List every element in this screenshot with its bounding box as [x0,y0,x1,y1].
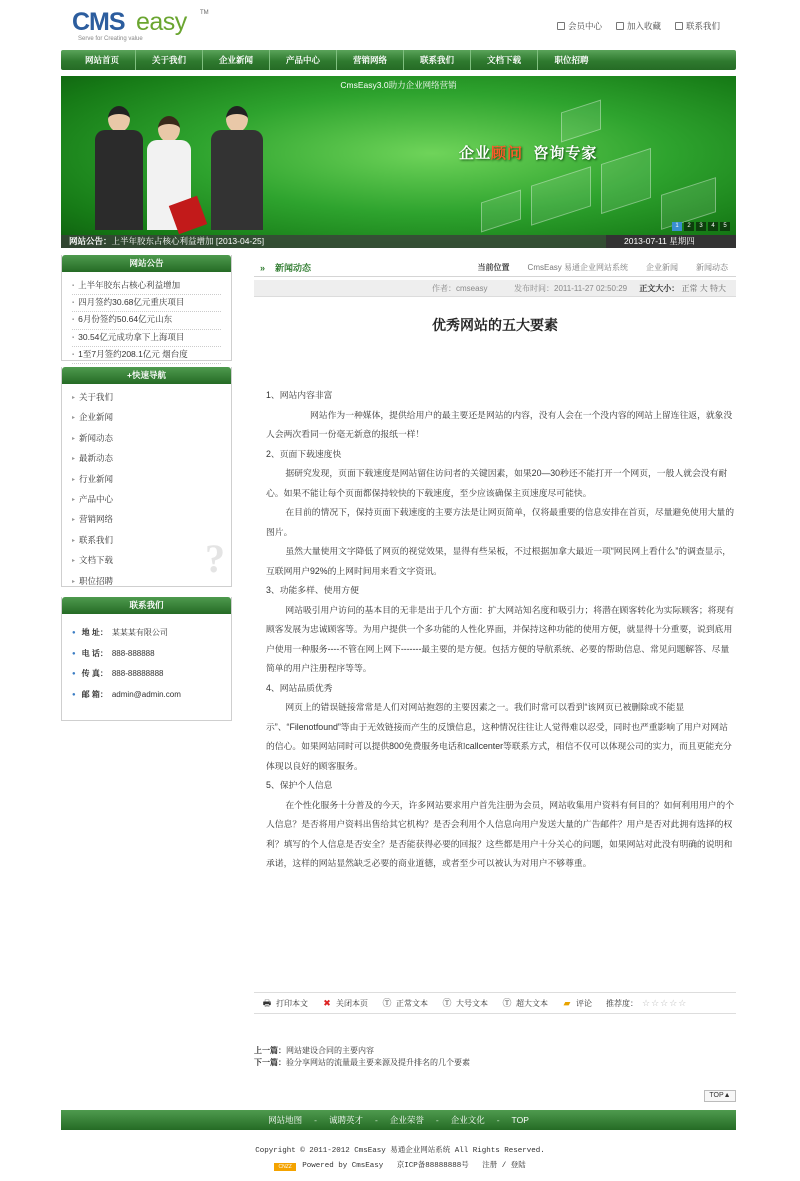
notice-box [61,255,232,361]
member-center-link[interactable]: 会员中心 [557,20,602,32]
banner-pager [672,222,730,231]
article-subheading: 5、保护个人信息 [266,780,333,790]
banner-page-5[interactable]: 5 [720,222,730,231]
article-toolbar [254,992,736,1014]
font-large-link[interactable]: 大 [699,284,708,293]
font-size-switcher: 正文大小： 正常 大 特大 [639,284,726,293]
article-time: 发布时间：2011-11-27 02:50:29 [514,284,628,293]
quick-nav-item[interactable]: ▸ 行业新闻 [72,470,221,490]
logo-cms-text: CMS [72,8,125,36]
login-link[interactable]: 登陆 [510,1162,526,1170]
contact-phone: ● 电 话： 888-888888 [72,644,221,665]
footer-culture-link[interactable]: 企业文化 [450,1115,485,1125]
article-paragraph: 在个性化服务十分普及的今天，许多网站要求用户首先注册为会员，网站收集用户资料有何目的？如何利用用户的个人信息？是否将用户资料出售给其它机构？是否会利用个人信息向用户发送大量的广告邮件？用户是否对此拥有选择的权利？填写的个人信息是否安全？是否能获得必要的回报？这些都是用户十分关心的问题，如果网站对此没有明确的说明和承诺，这样的网站显然缺乏必要的商业道德，或者至少可以被认为对用户不够尊重。 [266,799,735,868]
notice-item[interactable]: ▪ 上半年胶东占核心利益增加 [72,278,221,295]
nav-downloads[interactable]: 文档下载 [471,50,538,70]
footer-copyright: Copyright © 2011-2012 CmsEasy 易通企业网站系统 All Rights Reserved. CNZZ Powered by CmsEasy 京ICP备88888888号 注册 / 登陆 [0,1144,800,1174]
quick-nav-item[interactable]: ▸ 联系我们 [72,531,221,551]
section-title: 新闻动态 [275,263,312,273]
next-article-link[interactable]: 下一篇：验分享网站的流量最主要来源及提升排名的几个要素 [254,1058,470,1067]
large-text-button[interactable]: Ⓣ 大号文本 [442,997,488,1008]
article-subheading: 3、功能多样、使用方便 [266,585,359,595]
banner-page-4[interactable]: 4 [708,222,718,231]
contact-icon [675,22,683,30]
text-icon: Ⓣ [502,997,512,1008]
logo-slogan: Serve for Creating value [78,36,143,42]
register-link[interactable]: 注册 [482,1162,498,1170]
banner-slideshow[interactable] [61,76,736,248]
current-date: 2013-07-11 星期四 [606,235,736,248]
notice-box-title: 网站公告 [62,255,231,272]
question-mark-decoration: ? [205,536,225,581]
nav-news[interactable]: 企业新闻 [203,50,270,70]
site-logo[interactable] [72,8,212,42]
article-title: 优秀网站的五大要素 [432,317,558,333]
notice-item[interactable]: ▪ 四月签约30.68亿元重庆项目 [72,295,221,312]
article-paragraph: 在目前的情况下，保持页面下载速度的主要方法是让网页简单，仅将最重要的信息安排在首页，尽量避免使用大量的图片。 [266,507,735,537]
powered-by[interactable]: Powered by CmsEasy [302,1162,384,1170]
breadcrumb [478,262,728,273]
nav-network[interactable]: 营销网络 [337,50,404,70]
contact-box [61,597,232,721]
contact-box-title: 联系我们 [62,597,231,614]
banner-page-2[interactable]: 2 [684,222,694,231]
contact-email[interactable]: ● 邮 箱： admin@admin.com [72,685,221,706]
rating-stars-icon[interactable]: ☆☆☆☆☆ [642,997,688,1008]
icp-number[interactable]: 京ICP备88888888号 [396,1162,469,1170]
article-paragraph: 虽然大量使用文字降低了网页的视觉效果，显得有些呆板，不过根据加拿大最近一项“网民网上看什么”的调查显示，互联网用户92%的上网时间用来看文字资讯。 [266,546,732,576]
quick-nav-item[interactable]: ▸ 营销网络 [72,510,221,530]
nav-home[interactable]: 网站首页 [69,50,136,70]
quick-nav-item[interactable]: ▸ 企业新闻 [72,408,221,428]
breadcrumb-current[interactable]: 新闻动态 [696,263,728,272]
breadcrumb-news[interactable]: 企业新闻 [646,263,678,272]
prev-next-links [254,1045,736,1069]
top-links [557,20,720,32]
comment-button[interactable]: ▰ 评论 [563,997,592,1008]
footer-jobs-link[interactable]: 诚聘英才 [328,1115,363,1125]
quick-nav-title: +快速导航 [62,367,231,384]
quick-nav-item[interactable]: ▸ 职位招聘 [72,572,221,592]
article-subheading: 1、网站内容非富 [266,390,333,400]
article-meta [254,280,736,297]
banner-page-1[interactable]: 1 [672,222,682,231]
business-people-image [81,98,281,230]
font-xlarge-link[interactable]: 特大 [710,284,726,293]
member-icon [557,22,565,30]
rating: 推荐度： ☆☆☆☆☆ [606,997,688,1008]
article-paragraph: 网页上的错误链接常常是人们对网站抱怨的主要因素之一。我们时常可以看到“该网页已被删除或不能显示”、“Filenotfound”等由于无效链接而产生的反馈信息，这种情况往往让人觉得难以忍受，同时也严重影响了用户对网站的信心。如果网站同时可以提供800免费服务电话和callcenter等联系方式，相信不仅可以体现公司的实力，而且更能充分体现以良好的顾客服务。 [266,702,732,771]
article-subheading: 2、页面下载速度快 [266,448,342,459]
text-icon: Ⓣ [442,997,452,1008]
banner-title: CmsEasy3.0助力企业网络营销 [340,80,457,90]
notice-item[interactable]: ▪ 30.54亿元成功拿下上海项目 [72,330,221,347]
breadcrumb-label: 当前位置 [477,263,510,272]
banner-slogan: 企业顾问 咨询专家 [459,145,598,162]
printer-icon: 🖶 [262,997,272,1008]
copyright-text: Copyright © 2011-2012 CmsEasy 易通企业网站系统 All Rights Reserved. [255,1147,545,1155]
article-subheading: 4、网站品质优秀 [266,682,333,693]
quick-nav-item[interactable]: ▸ 关于我们 [72,388,221,408]
contact-address: ● 地 址： 某某某有限公司 [72,623,221,644]
notice-ticker[interactable]: 网站公告：上半年胶东占核心利益增加 [2013-04-25] [61,235,606,248]
text-icon: Ⓣ [382,997,392,1008]
close-page-button[interactable]: ✖ 关闭本页 [323,997,368,1008]
quick-nav-box [61,367,232,587]
xlarge-text-button[interactable]: Ⓣ 超大文本 [502,997,548,1008]
quick-nav-item[interactable]: ▸ 文档下载 [72,551,221,571]
main-nav [61,50,736,70]
prev-article-link[interactable]: 上一篇：网站建设合同的主要内容 [254,1046,374,1055]
breadcrumb-home[interactable]: CmsEasy 易通企业网站系统 [527,263,628,272]
section-header [254,257,736,277]
contact-fax: ● 传 真： 888-88888888 [72,664,221,685]
quick-nav-item[interactable]: ▸ 新闻动态 [72,429,221,449]
quick-nav-item[interactable]: ▸ 最新动态 [72,449,221,469]
cnzz-badge[interactable]: CNZZ [274,1163,296,1171]
article-body [266,386,736,874]
logo-easy-text: easy [136,8,187,36]
footer-top-link[interactable]: TOP [511,1115,529,1125]
article-paragraph: 网站作为一种媒体，提供给用户的最主要还是网站的内容，没有人会在一个没内容的网站上留连往返，就象没人会两次看同一份毫无新意的报纸一样！ [266,409,733,439]
font-normal-link[interactable]: 正常 [681,284,698,293]
section-arrow-icon: » [260,263,266,273]
contact-link[interactable]: 联系我们 [675,20,720,32]
back-to-top-button[interactable]: TOP▲ [704,1090,736,1102]
favorite-icon [616,22,624,30]
footer-nav: 网站地图 - 诚聘英才 - 企业荣誉 - 企业文化 - TOP [61,1110,736,1130]
add-favorite-link[interactable]: 加入收藏 [616,20,661,32]
nav-jobs[interactable]: 职位招聘 [554,55,589,65]
normal-text-button[interactable]: Ⓣ 正常文本 [382,997,428,1008]
nav-about[interactable]: 关于我们 [136,50,203,70]
article-paragraph: 据研究发现，页面下载速度是网站留住访问者的关键因素，如果20—30秒还不能打开一个网页，一般人就会没有耐心。如果不能让每个页面都保持较快的下载速度，至少应该确保主页速度尽可能快。 [266,468,728,498]
article-paragraph: 网站吸引用户访问的基本目的无非是出于几个方面：扩大网站知名度和吸引力；将潜在顾客转化为实际顾客；将现有顾客发展为忠诚顾客等。为用户提供一个多功能的人性化界面，并保持这种功能的使用方便，就显得十分重要，说到底用户使用一种服务----不管在网上网下-------最主要的是方便。包括方便的导航系统、必要的帮助信息、常见问题解答、尽量简单的用户注册程序等等。 [266,604,735,673]
footer-honors-link[interactable]: 企业荣誉 [389,1115,424,1125]
comment-icon: ▰ [563,997,571,1008]
banner-page-3[interactable]: 3 [696,222,706,231]
logo-tm: TM [200,10,209,16]
quick-nav-item[interactable]: ▸ 产品中心 [72,490,221,510]
article-author: 作者：cmseasy [432,284,488,293]
close-icon: ✖ [323,997,331,1008]
notice-item[interactable]: ▪ 1至7月签约208.1亿元 烟台度 [72,347,221,364]
notice-item[interactable]: ▪ 6月份签约50.64亿元山东 [72,312,221,329]
nav-products[interactable]: 产品中心 [270,50,337,70]
footer-sitemap-link[interactable]: 网站地图 [268,1115,303,1125]
nav-contact[interactable]: 联系我们 [404,50,471,70]
print-button[interactable]: 🖶 打印本文 [262,997,308,1008]
